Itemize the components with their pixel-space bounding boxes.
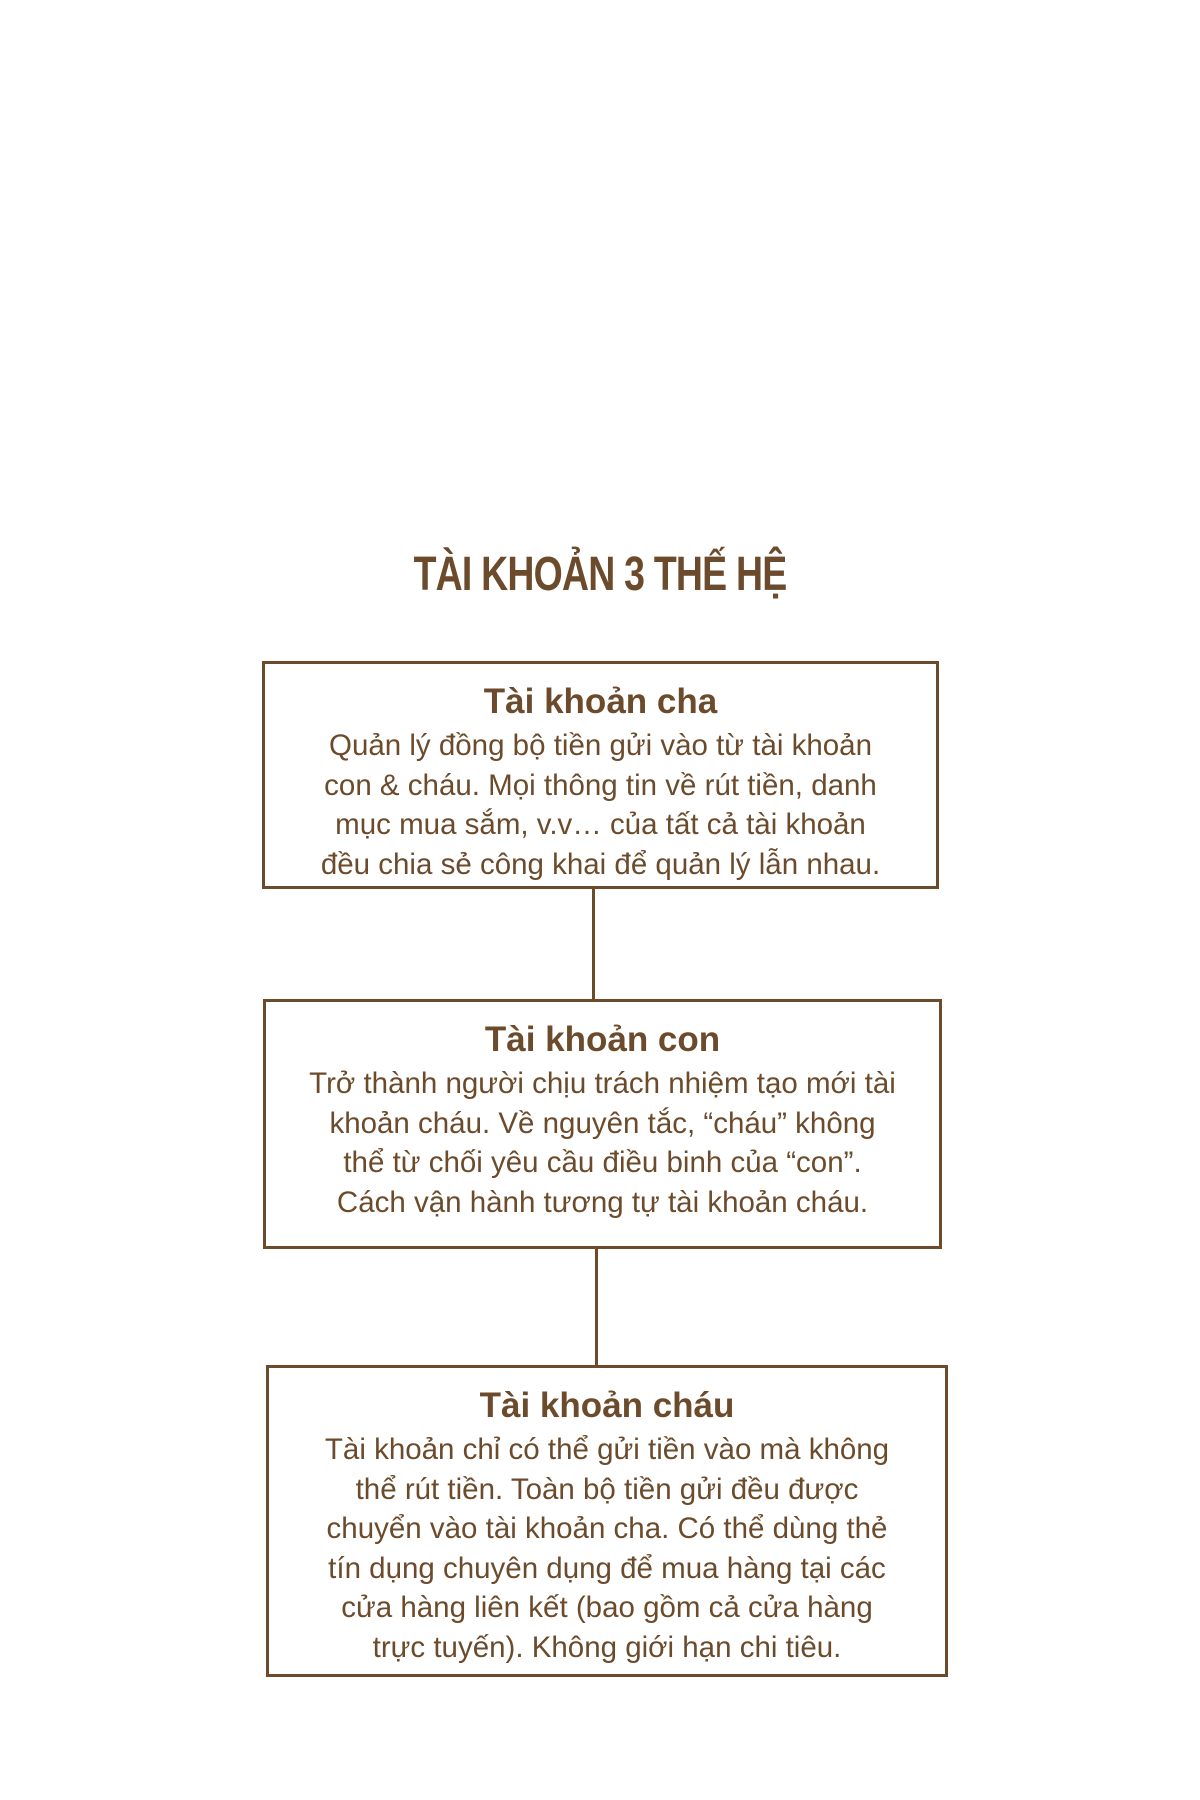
connector-line-child-grandchild <box>595 1248 598 1366</box>
description-line: Cách vận hành tương tự tài khoản cháu. <box>336 1185 869 1219</box>
description-line: thể rút tiền. Toàn bộ tiền gửi đều được <box>355 1472 859 1506</box>
child-account-heading: Tài khoản con <box>484 1020 721 1059</box>
child-account-description <box>266 1064 939 1222</box>
grandchild-account-heading: Tài khoản cháu <box>479 1386 735 1425</box>
description-line: cửa hàng liên kết (bao gồm cả cửa hàng <box>341 1591 873 1624</box>
grandchild-account-description <box>269 1430 945 1667</box>
description-line: trực tuyến). Không giới hạn chi tiêu. <box>372 1630 842 1664</box>
description-line: Trở thành người chịu trách nhiệm tạo mới tài <box>309 1067 896 1100</box>
diagram-title: TÀI KHOẢN 3 THẾ HỆ <box>413 548 787 601</box>
description-line: thể từ chối yêu cầu điều binh của “con”. <box>343 1146 862 1179</box>
description-line: khoản cháu. Về nguyên tắc, “cháu” không <box>329 1106 876 1140</box>
description-line: Quản lý đồng bộ tiền gửi vào từ tài khoản <box>329 729 872 762</box>
description-line: đều chia sẻ công khai để quản lý lẫn nhau. <box>320 847 881 881</box>
connector-line-parent-child <box>592 888 595 1000</box>
parent-account-box <box>262 661 939 889</box>
description-line: con & cháu. Mọi thông tin về rút tiền, danh <box>324 768 877 802</box>
grandchild-account-box <box>266 1365 948 1677</box>
description-line: mục mua sắm, v.v… của tất cả tài khoản <box>335 808 866 841</box>
parent-account-description <box>265 726 936 884</box>
description-line: chuyển vào tài khoản cha. Có thể dùng thẻ <box>326 1512 888 1545</box>
child-account-box <box>263 999 942 1249</box>
parent-account-heading: Tài khoản cha <box>483 682 718 721</box>
description-line: Tài khoản chỉ có thể gửi tiền vào mà không <box>324 1433 890 1466</box>
description-line: tín dụng chuyên dụng để mua hàng tại các <box>328 1551 886 1585</box>
